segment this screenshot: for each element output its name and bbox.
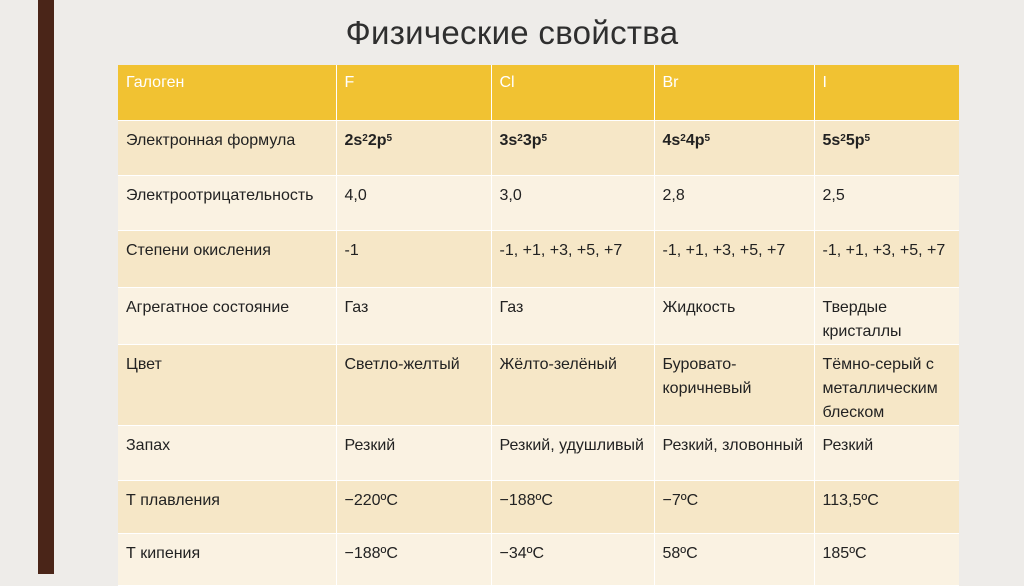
row-label: Цвет xyxy=(118,345,336,426)
table-cell: -1, +1, +3, +5, +7 xyxy=(491,231,654,288)
slide-title: Физические свойства xyxy=(345,14,679,51)
table-cell: Газ xyxy=(491,288,654,345)
table-cell: Жёлто-зелёный xyxy=(491,345,654,426)
table-cell: 3,0 xyxy=(491,176,654,231)
header-cell: Cl xyxy=(491,65,654,121)
table-cell: −220ºC xyxy=(336,481,491,534)
table-row xyxy=(118,345,959,426)
table-cell: Резкий, удушливый xyxy=(491,426,654,481)
header-cell: Галоген xyxy=(118,65,336,121)
table-cell: 2,5 xyxy=(814,176,959,231)
table-cell: -1, +1, +3, +5, +7 xyxy=(654,231,814,288)
table-cell: Жидкость xyxy=(654,288,814,345)
row-label: Агрегатное состояние xyxy=(118,288,336,345)
table-cell: Светло-желтый xyxy=(336,345,491,426)
header-cell: F xyxy=(336,65,491,121)
table-cell: 2,8 xyxy=(654,176,814,231)
row-label: Электроотрицательность xyxy=(118,176,336,231)
table-row xyxy=(118,426,959,481)
properties-table xyxy=(118,65,959,586)
table-cell: -1 xyxy=(336,231,491,288)
formula-cell: $2s^22p^5$ xyxy=(336,121,491,176)
formula-cell: $5s^25p^5$ xyxy=(814,121,959,176)
header-cell: I xyxy=(814,65,959,121)
row-label: Т плавления xyxy=(118,481,336,534)
table-cell: Резкий, зловонный xyxy=(654,426,814,481)
row-label: Запах xyxy=(118,426,336,481)
header-cell: Br xyxy=(654,65,814,121)
formula-cell: $3s^23p^5$ xyxy=(491,121,654,176)
table-cell: −188ºC xyxy=(491,481,654,534)
row-label: Электронная формула xyxy=(118,121,336,176)
table-row xyxy=(118,534,959,586)
table-cell: Резкий xyxy=(814,426,959,481)
left-accent-bar xyxy=(38,0,54,574)
table-cell: 58ºC xyxy=(654,534,814,586)
table-cell: Резкий xyxy=(336,426,491,481)
table-header-row xyxy=(118,65,959,121)
table-row xyxy=(118,176,959,231)
table-cell: 4,0 xyxy=(336,176,491,231)
table-row xyxy=(118,481,959,534)
table-cell: Твердые кристаллы xyxy=(814,288,959,345)
row-label: Т кипения xyxy=(118,534,336,586)
table-cell: Газ xyxy=(336,288,491,345)
formula-cell: $4s^24p^5$ xyxy=(654,121,814,176)
table-row xyxy=(118,288,959,345)
table-cell: −7ºC xyxy=(654,481,814,534)
table-row xyxy=(118,121,959,176)
table-cell: -1, +1, +3, +5, +7 xyxy=(814,231,959,288)
table-cell: 185ºC xyxy=(814,534,959,586)
table-cell: Буровато-коричневый xyxy=(654,345,814,426)
table-cell: −188ºC xyxy=(336,534,491,586)
row-label: Степени окисления xyxy=(118,231,336,288)
table-row xyxy=(118,231,959,288)
table-cell: Тёмно-серый с металлическим блеском xyxy=(814,345,959,426)
table-cell: 113,5ºC xyxy=(814,481,959,534)
table-cell: −34ºC xyxy=(491,534,654,586)
